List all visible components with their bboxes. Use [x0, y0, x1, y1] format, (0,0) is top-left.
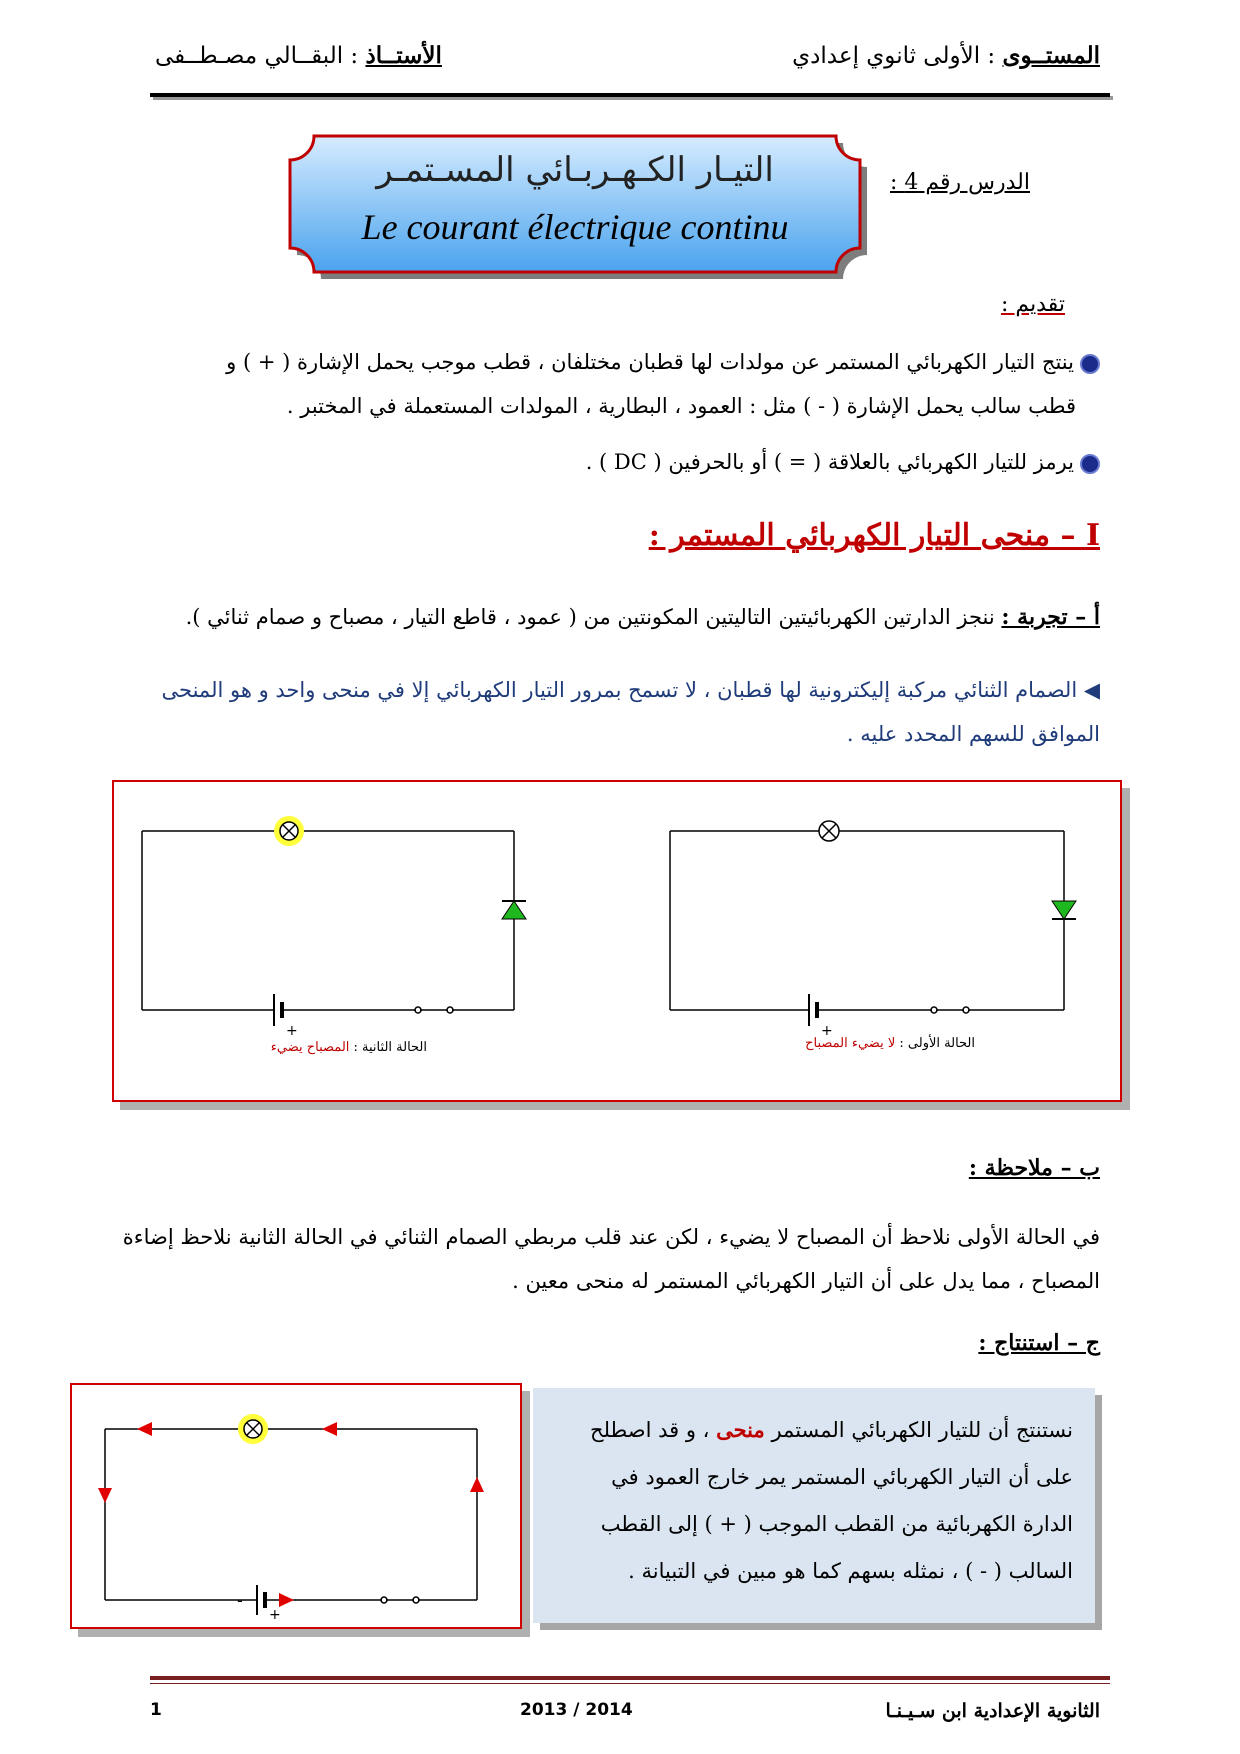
intro-bullet-1 [140, 340, 1100, 428]
level-value: الأولى ثانوي إعدادي [792, 43, 981, 69]
battery-icon [257, 1585, 265, 1615]
battery-plus: + [821, 1023, 833, 1039]
footer-rule [150, 1676, 1110, 1680]
experiment-line [120, 595, 1100, 639]
conclusion-part-1: نستنتج أن للتيار الكهربائي المستمر [771, 1418, 1073, 1442]
footer-page-number: 1 [150, 1700, 162, 1720]
observation-line-1: في الحالة الأولى نلاحظ أن المصباح لا يضيء ، لكن عند قلب مربطي الصمام الثنائي في الحالة الثانية نلاحظ إضاءة [122, 1225, 1100, 1249]
battery-plus: + [269, 1607, 281, 1623]
observation-text [120, 1215, 1100, 1303]
teacher-label: الأستــاذ [365, 42, 442, 69]
circuit-case-1 [670, 831, 1064, 1013]
arrow-left-icon [322, 1422, 337, 1436]
level-label: المستــوى [1002, 42, 1100, 69]
lesson-title-arabic: التيـار الكـهـربـائي المسـتمـر [376, 150, 774, 190]
observation-line-2: المصباح ، مما يدل على أن التيار الكهربائي المستمر له منحى معين . [512, 1269, 1100, 1293]
diode-icon [502, 901, 526, 919]
level-header: المستــوى : الأولى ثانوي إعدادي [792, 42, 1100, 69]
conclusion-title: ج – استنتاج : [978, 1330, 1100, 1356]
diode-note-line-1: الصمام الثنائي مركبة إليكترونية لها قطبان ، لا تسمح بمرور التيار الكهربائي إلا في منحى واحد و هو المنحى [161, 678, 1078, 702]
lamp-icon [819, 821, 839, 841]
case-2-label: الحالة الثانية : [353, 1040, 427, 1055]
footer-rule-thin [150, 1683, 1110, 1684]
intro-bullet-1-line-1: ينتج التيار الكهربائي المستمر عن مولدات لها قطبان مختلفان ، قطب موجب يحمل الإشارة ( + ) و [226, 350, 1074, 374]
diode-note-line-2: الموافق للسهم المحدد عليه . [846, 722, 1100, 746]
battery-minus: - [237, 1591, 243, 1610]
triangle-bullet-icon: ◀ [1083, 678, 1100, 702]
experiment-text: ننجز الدارتين الكهربائيتين التاليتين المكونتين من ( عمود ، قاطع التيار ، مصباح و صمام ثنائي ). [185, 605, 995, 629]
lesson-title-french: Le courant électrique continu [361, 207, 789, 247]
lamp-icon [280, 822, 298, 840]
case-1-text: لا يضيء المصباح [805, 1036, 896, 1051]
case-2-caption [271, 1040, 427, 1055]
experiment-label: أ – تجربة : [1001, 604, 1100, 630]
intro-bullet-2 [140, 440, 1100, 484]
lesson-number: الدرس رقم 4 : [889, 170, 1030, 195]
conclusion-part-2: ، و قد اصطلح على أن التيار الكهربائي المستمر يمر خارج العمود في الدارة الكهربائية من القطب الموجب ( + ) إلى القطب السالب ( - ) ، نمثله بسهم كما هو مبين في التبيانة . [590, 1418, 1073, 1583]
arrow-down-icon [98, 1488, 112, 1503]
footer-school: الثانوية الإعدادية ابن سـيـنـا [885, 1700, 1100, 1722]
battery-icon [274, 994, 282, 1026]
current-direction-diagram [72, 1385, 520, 1627]
case-1-caption [805, 1036, 975, 1051]
circuits-diagram [114, 782, 1120, 1100]
conclusion-highlight: منحى [716, 1417, 765, 1442]
diode-note [120, 668, 1100, 756]
arrow-right-icon [279, 1593, 294, 1607]
footer-year: 2013 / 2014 [520, 1700, 633, 1720]
battery-icon [809, 994, 817, 1026]
teacher-header: الأستــاذ : البقــالي مصـطــفى [155, 42, 442, 69]
arrow-left-icon [137, 1422, 152, 1436]
conclusion-box [533, 1388, 1095, 1623]
intro-bullet-2-text: يرمز للتيار الكهربائي بالعلاقة ( = ) أو بالحرفين ( DC ) . [585, 450, 1074, 474]
intro-heading: تقديم : [1001, 292, 1065, 317]
arrow-up-icon [470, 1477, 484, 1492]
lesson-title-box [280, 126, 870, 284]
circuit-case-2 [142, 831, 514, 1013]
header-rule [150, 93, 1110, 97]
intro-bullet-1-line-2: قطب سالب يحمل الإشارة ( - ) مثل : العمود ، البطارية ، المولدات المستعملة في المختبر . [286, 394, 1076, 418]
circuits-figure [112, 780, 1122, 1102]
conclusion-figure [70, 1383, 522, 1629]
bullet-icon [1080, 354, 1100, 374]
current-arrows [98, 1422, 484, 1607]
circuit-wires [105, 1429, 477, 1603]
section-1-title: I – منحى التيار الكهربائي المستمر : [648, 518, 1100, 553]
bullet-icon [1080, 454, 1100, 474]
lamp-icon [244, 1420, 262, 1438]
observation-title: ب – ملاحظة : [968, 1155, 1100, 1181]
diode-icon [1052, 901, 1076, 919]
case-2-text: المصباح يضيء [270, 1040, 350, 1055]
teacher-value: البقــالي مصـطــفى [155, 43, 344, 69]
case-1-label: الحالة الأولى : [899, 1036, 975, 1051]
battery-plus: + [286, 1023, 298, 1039]
